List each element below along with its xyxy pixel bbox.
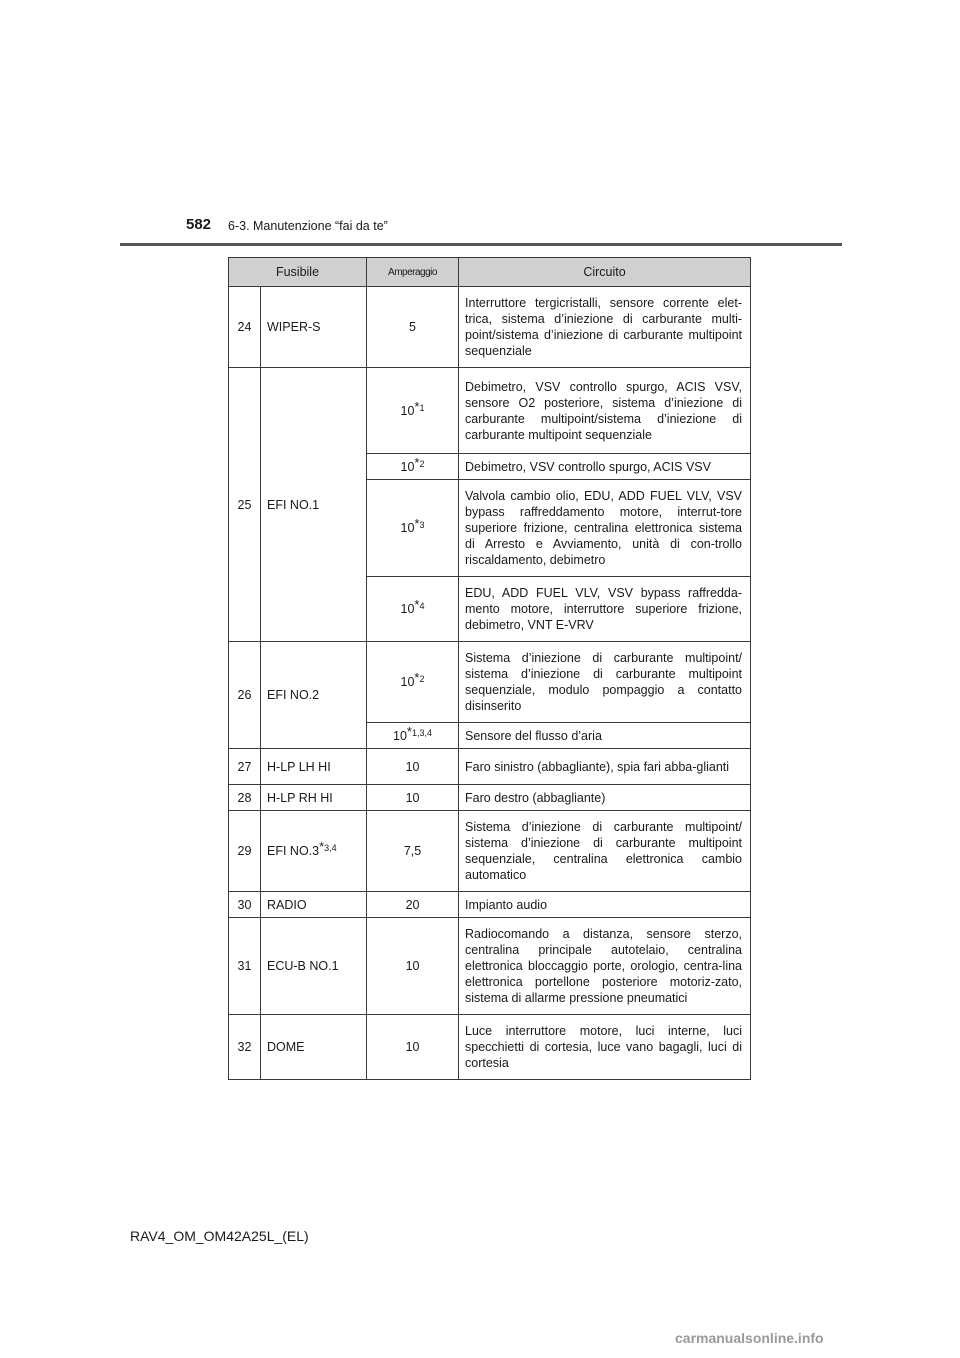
header-fuse: Fusibile xyxy=(229,258,367,287)
fuse-name-cell xyxy=(261,749,367,785)
table-row xyxy=(229,1015,751,1080)
fuse-name-cell xyxy=(261,642,367,749)
amperage-value: 10 xyxy=(405,790,420,805)
watermark: carmanualsonline.info xyxy=(675,1330,824,1346)
fuse-table xyxy=(228,257,751,1080)
table-row xyxy=(229,368,751,454)
footnote-marker xyxy=(414,516,425,531)
fuse-name: DOME xyxy=(267,1040,305,1054)
asterisk-icon: * xyxy=(414,516,420,531)
page-number: 582 xyxy=(186,216,212,233)
circuit-description: Valvola cambio olio, EDU, ADD FUEL VLV, VSV bypass raffreddamento motore, interrut-tore superiore frizione, centralina elettronica sistema di Arresto e Avviamento, unità di con-trollo riscaldamento, debimetro xyxy=(459,480,751,577)
fuse-number: 31 xyxy=(229,918,261,1015)
amperage-cell xyxy=(367,723,459,749)
circuit-description: Sistema d’iniezione di carburante multipoint/ sistema d’iniezione di carburante multipoint sequenziale, centralina elettronica cambio automatico xyxy=(459,811,751,892)
amperage-cell xyxy=(367,811,459,892)
fuse-name: EFI NO.3 xyxy=(267,844,320,858)
footnote-number: 3 xyxy=(419,520,425,530)
fuse-number: 28 xyxy=(229,785,261,811)
circuit-description: Radiocomando a distanza, sensore sterzo, centralina principale autotelaio, centralina elettronica bloccaggio porte, orologio, centra-lina elettronica portellone posteriore motoriz-zato, sistema di allarme pressione pneumatici xyxy=(459,918,751,1015)
table-row xyxy=(229,642,751,723)
header-circuit: Circuito xyxy=(459,258,751,287)
amperage-value: 5 xyxy=(409,320,416,334)
amperage-cell xyxy=(367,918,459,1015)
amperage-value: 10 xyxy=(400,521,415,535)
header-divider xyxy=(120,243,842,246)
table-row xyxy=(229,918,751,1015)
amperage-cell xyxy=(367,454,459,480)
section-title: 6-3. Manutenzione “fai da te” xyxy=(228,219,388,233)
circuit-description: Interruttore tergicristalli, sensore corrente elet-trica, sistema d’iniezione di carburante multi-point/sistema d’iniezione di carburante multipoint sequenziale xyxy=(459,287,751,368)
circuit-description: Faro sinistro (abbagliante), spia fari abba-glianti xyxy=(459,749,751,785)
amperage-cell xyxy=(367,892,459,918)
asterisk-icon: * xyxy=(414,597,420,612)
asterisk-icon: * xyxy=(319,839,325,854)
fuse-name-cell xyxy=(261,811,367,892)
fuse-name-cell xyxy=(261,785,367,811)
table-body xyxy=(229,287,751,1080)
footnote-marker xyxy=(414,454,425,470)
amperage-value: 10 xyxy=(400,675,415,689)
amperage-cell xyxy=(367,785,459,811)
amperage-cell xyxy=(367,287,459,368)
fuse-number: 29 xyxy=(229,811,261,892)
table-header-row xyxy=(229,258,751,287)
footnote-marker xyxy=(414,597,425,612)
fuse-number: 26 xyxy=(229,642,261,749)
amperage-cell xyxy=(367,577,459,642)
table-row xyxy=(229,785,751,811)
amperage-value: 10 xyxy=(405,959,420,973)
footnote-marker xyxy=(406,723,433,739)
amperage-value: 10 xyxy=(400,403,415,418)
asterisk-icon: * xyxy=(414,670,420,685)
asterisk-icon: * xyxy=(406,723,412,739)
table-row xyxy=(229,287,751,368)
circuit-description: Luce interruttore motore, luci interne, luci specchietti di cortesia, luce vano bagagli, luci di cortesia xyxy=(459,1015,751,1080)
circuit-description: Debimetro, VSV controllo spurgo, ACIS VSV, sensore O2 posteriore, sistema d’iniezione di carburante multipoint/sistema d’iniezione di carburante multipoint sequenziale xyxy=(459,368,751,454)
amperage-cell xyxy=(367,749,459,785)
footnote-marker xyxy=(414,398,425,414)
footnote-number: 2 xyxy=(419,458,425,469)
amperage-value: 10 xyxy=(405,1040,420,1054)
amperage-value: 10 xyxy=(400,602,415,616)
footnote-marker xyxy=(414,670,425,685)
fuse-number: 25 xyxy=(229,368,261,642)
amperage-cell xyxy=(367,1015,459,1080)
fuse-name: H-LP RH HI xyxy=(267,790,333,805)
footnote-number: 2 xyxy=(419,674,425,684)
fuse-name-cell xyxy=(261,287,367,368)
fuse-number: 32 xyxy=(229,1015,261,1080)
footnote-number: 4 xyxy=(419,601,425,611)
circuit-description: Sistema d’iniezione di carburante multipoint/ sistema d’iniezione di carburante multipoint sequenziale, modulo pompaggio a contatto disinserito xyxy=(459,642,751,723)
amperage-cell xyxy=(367,480,459,577)
asterisk-icon: * xyxy=(414,454,420,470)
fuse-name: WIPER-S xyxy=(267,320,321,334)
fuse-number: 24 xyxy=(229,287,261,368)
amperage-value: 20 xyxy=(405,897,420,912)
table-row xyxy=(229,892,751,918)
circuit-description: EDU, ADD FUEL VLV, VSV bypass raffredda-mento motore, interruttore superiore frizione, debimetro, VNT E-VRV xyxy=(459,577,751,642)
fuse-name: H-LP LH HI xyxy=(267,759,331,774)
fuse-name-cell xyxy=(261,368,367,642)
amperage-cell xyxy=(367,368,459,454)
table-row xyxy=(229,811,751,892)
asterisk-icon: * xyxy=(414,398,420,414)
footnote-number: 1,3,4 xyxy=(411,727,433,738)
footnote-marker xyxy=(319,839,337,854)
fuse-name: ECU-B NO.1 xyxy=(267,959,339,973)
fuse-number: 27 xyxy=(229,749,261,785)
fuse-name-cell xyxy=(261,892,367,918)
footnote-number: 3,4 xyxy=(324,843,337,853)
table-row xyxy=(229,749,751,785)
circuit-description: Faro destro (abbagliante) xyxy=(459,785,751,811)
footnote-number: 1 xyxy=(419,402,425,413)
amperage-value: 10 xyxy=(400,459,415,474)
amperage-value: 10 xyxy=(393,728,407,743)
header-amperage: Amperaggio xyxy=(367,258,459,287)
fuse-number: 30 xyxy=(229,892,261,918)
fuse-name-cell xyxy=(261,1015,367,1080)
fuse-name: EFI NO.2 xyxy=(267,688,320,702)
amperage-value: 10 xyxy=(405,759,420,774)
fuse-name: RADIO xyxy=(267,897,307,912)
circuit-description: Debimetro, VSV controllo spurgo, ACIS VSV xyxy=(459,454,751,480)
circuit-description: Impianto audio xyxy=(459,892,751,918)
amperage-cell xyxy=(367,642,459,723)
circuit-description: Sensore del flusso d’aria xyxy=(459,723,751,749)
fuse-name: EFI NO.1 xyxy=(267,497,320,512)
document-code: RAV4_OM_OM42A25L_(EL) xyxy=(130,1228,309,1244)
amperage-value: 7,5 xyxy=(403,844,422,858)
fuse-name-cell xyxy=(261,918,367,1015)
